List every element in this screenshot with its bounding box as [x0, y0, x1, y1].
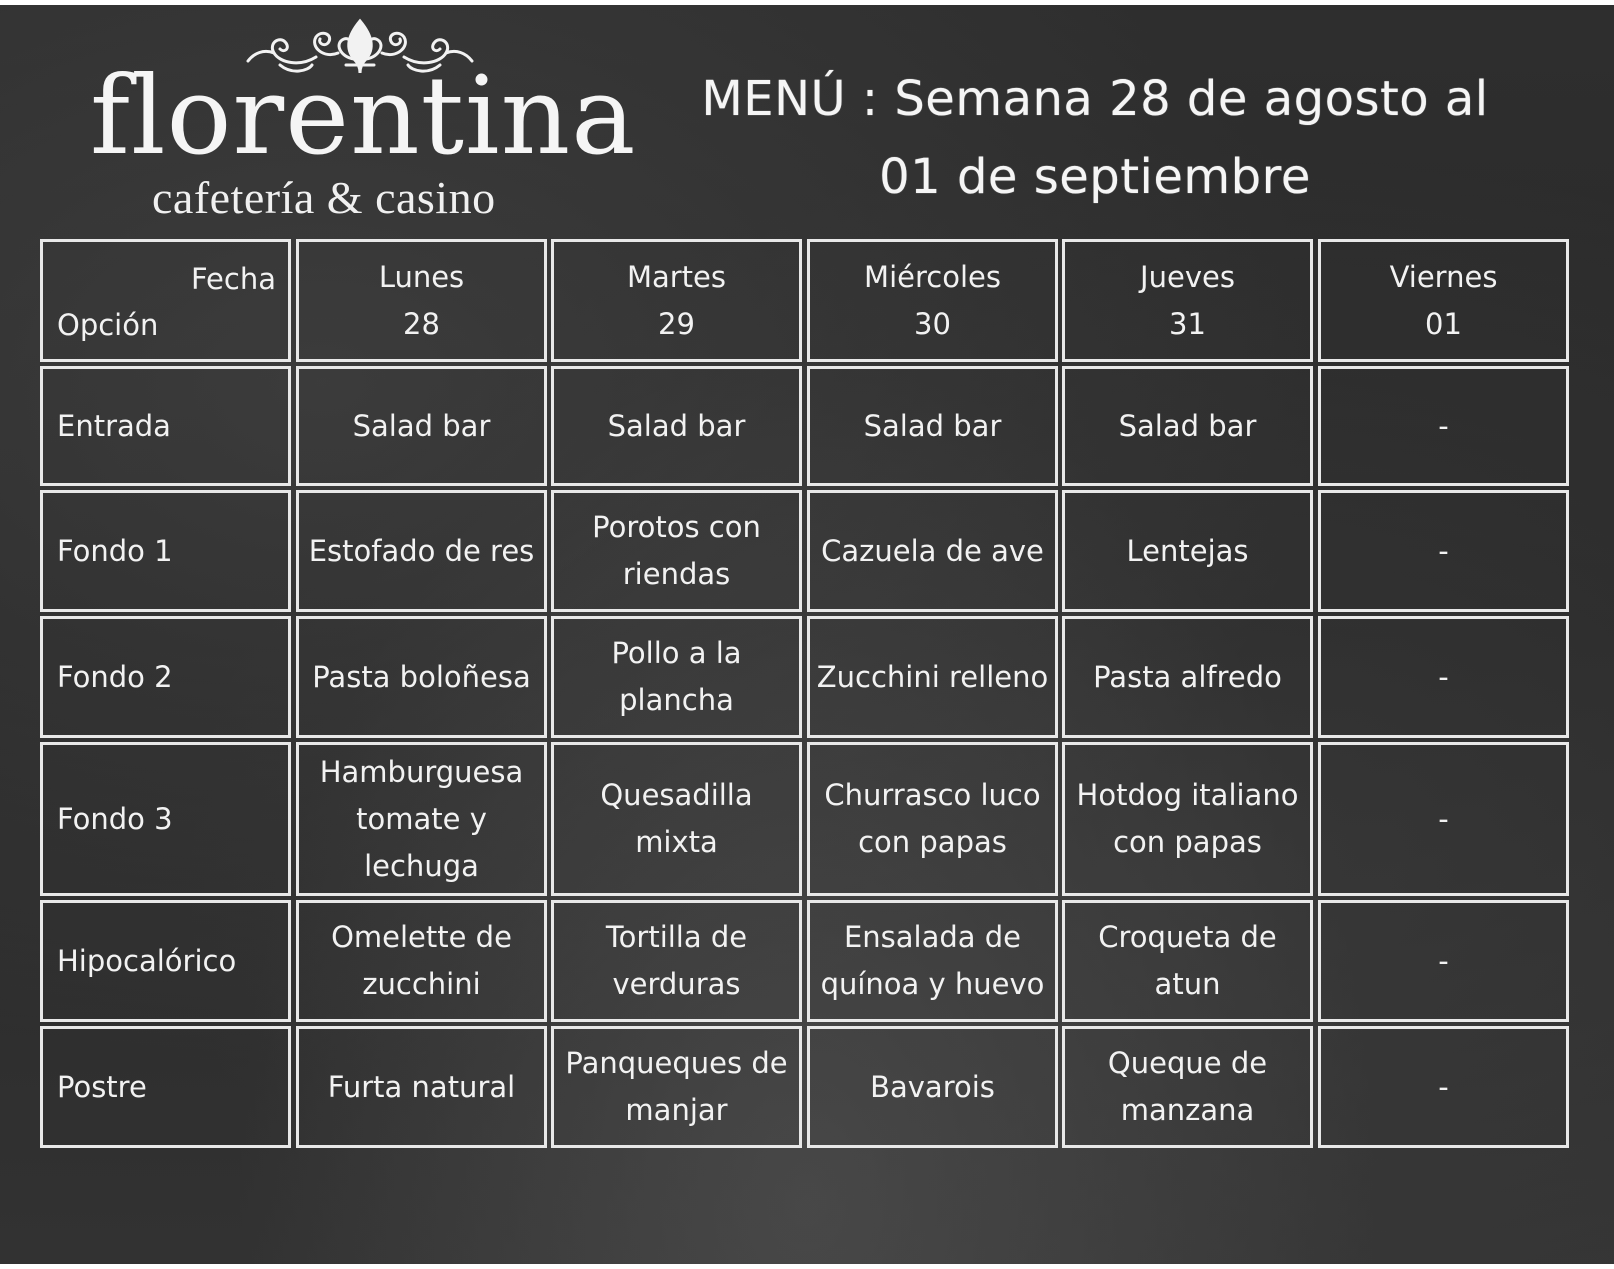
day-header-jueves [1062, 239, 1313, 362]
day-name: Miércoles [864, 259, 1001, 294]
menu-cell: Salad bar [551, 366, 802, 486]
day-header-martes [551, 239, 802, 362]
row-label-fondo-2: Fondo 2 [40, 616, 291, 738]
corner-opcion-label: Opción [57, 308, 159, 342]
menu-cell: Salad bar [296, 366, 547, 486]
menu-cell: Hamburguesa tomate y lechuga [296, 742, 547, 896]
menu-cell: Omelette de zucchini [296, 900, 547, 1022]
row-label-fondo-3: Fondo 3 [40, 742, 291, 896]
logo-subtitle: cafetería & casino [152, 172, 496, 223]
day-date: 01 [1425, 306, 1462, 341]
menu-cell: Churrasco luco con papas [807, 742, 1058, 896]
menu-cell: - [1318, 1026, 1569, 1148]
menu-cell: Tortilla de verduras [551, 900, 802, 1022]
day-name: Martes [626, 259, 727, 294]
row-label-entrada: Entrada [40, 366, 291, 486]
menu-title-line1: MENÚ : Semana 28 de agosto al [701, 71, 1489, 127]
menu-title [700, 60, 1490, 216]
logo [80, 13, 640, 228]
row-label-postre: Postre [40, 1026, 291, 1148]
menu-cell: Porotos con riendas [551, 490, 802, 612]
menu-cell: - [1318, 900, 1569, 1022]
menu-cell: Pasta alfredo [1062, 616, 1313, 738]
menu-cell: Quesadilla mixta [551, 742, 802, 896]
day-header-viernes [1318, 239, 1569, 362]
table-corner-header [40, 239, 291, 362]
menu-cell: Estofado de res [296, 490, 547, 612]
menu-table [40, 239, 1574, 1151]
menu-cell: Panqueques de manjar [551, 1026, 802, 1148]
menu-cell: Salad bar [807, 366, 1058, 486]
row-label-hipocalorico: Hipocalórico [40, 900, 291, 1022]
row-label-fondo-1: Fondo 1 [40, 490, 291, 612]
menu-cell: Pasta boloñesa [296, 616, 547, 738]
menu-cell: Cazuela de ave [807, 490, 1058, 612]
menu-cell: - [1318, 742, 1569, 896]
day-header-miercoles [807, 239, 1058, 362]
day-date: 29 [658, 306, 695, 341]
day-date: 31 [1169, 306, 1206, 341]
day-name: Jueves [1140, 259, 1235, 294]
day-name: Lunes [378, 259, 465, 294]
menu-cell: Lentejas [1062, 490, 1313, 612]
day-name: Viernes [1389, 259, 1498, 294]
menu-cell: Salad bar [1062, 366, 1313, 486]
menu-cell: Ensalada de quínoa y huevo [807, 900, 1058, 1022]
day-date: 30 [914, 306, 951, 341]
menu-cell: Zucchini relleno [807, 616, 1058, 738]
logo-name: florentina [90, 54, 637, 179]
chalkboard-background [0, 5, 1614, 1264]
day-date: 28 [403, 306, 440, 341]
menu-cell: Furta natural [296, 1026, 547, 1148]
menu-cell: Croqueta de atun [1062, 900, 1313, 1022]
menu-cell: Hotdog italiano con papas [1062, 742, 1313, 896]
menu-cell: Queque de manzana [1062, 1026, 1313, 1148]
menu-cell: - [1318, 490, 1569, 612]
menu-cell: Bavarois [807, 1026, 1058, 1148]
corner-fecha-label: Fecha [190, 262, 276, 296]
menu-cell: - [1318, 616, 1569, 738]
menu-cell: Pollo a la plancha [551, 616, 802, 738]
menu-title-line2: 01 de septiembre [879, 149, 1311, 205]
day-header-lunes [296, 239, 547, 362]
menu-cell: - [1318, 366, 1569, 486]
